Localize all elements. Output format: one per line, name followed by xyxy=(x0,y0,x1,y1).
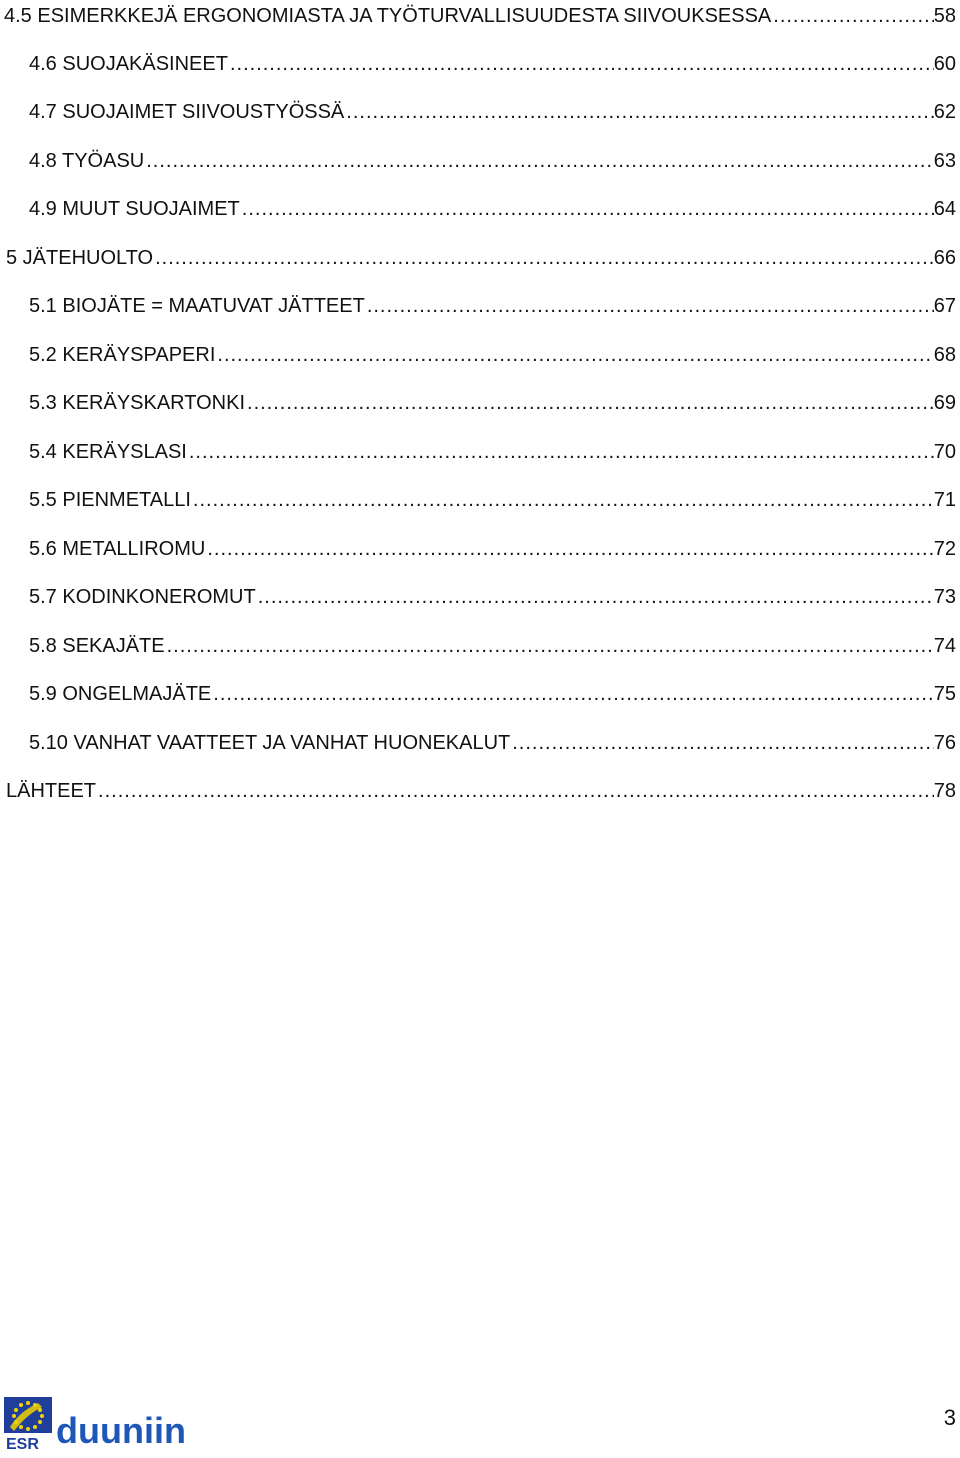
toc-entry-page: 58 xyxy=(933,5,956,27)
toc-entry-page: 62 xyxy=(933,101,956,123)
toc-entry[interactable] xyxy=(4,1,956,31)
toc-leader-dots xyxy=(510,728,934,758)
toc-leader-dots xyxy=(245,388,934,418)
toc-leader-dots xyxy=(144,146,934,176)
toc-entry-title: 4.8 TYÖASU xyxy=(29,150,145,172)
toc-leader-dots xyxy=(211,679,933,709)
toc-entry-title: 5.8 SEKAJÄTE xyxy=(29,635,165,657)
toc-leader-dots xyxy=(153,243,934,273)
esr-logo xyxy=(4,1397,204,1453)
toc-entry-title: 4.7 SUOJAIMET SIIVOUSTYÖSSÄ xyxy=(29,101,345,123)
toc-entry-title: 5.10 VANHAT VAATTEET JA VANHAT HUONEKALUT xyxy=(29,732,511,754)
toc-entry-page: 68 xyxy=(933,344,956,366)
toc-entry[interactable] xyxy=(29,388,956,418)
duuniin-logo-text: duuniin xyxy=(56,1410,186,1451)
toc-entry-page: 66 xyxy=(933,247,956,269)
toc-entry-title: LÄHTEET xyxy=(6,780,97,802)
toc-entry-page: 72 xyxy=(933,538,956,560)
toc-entry-page: 75 xyxy=(933,683,956,705)
toc-entry-page: 64 xyxy=(933,198,956,220)
toc-entry-page: 76 xyxy=(933,732,956,754)
toc-entry[interactable] xyxy=(29,291,956,321)
toc-entry-title: 5.7 KODINKONEROMUT xyxy=(29,586,256,608)
toc-leader-dots xyxy=(240,194,934,224)
toc-entry-page: 78 xyxy=(933,780,956,802)
page-footer xyxy=(0,1395,960,1457)
toc-leader-dots xyxy=(771,1,933,31)
footer-logos xyxy=(4,1397,204,1453)
toc-entry-page: 69 xyxy=(933,392,956,414)
toc-leader-dots xyxy=(344,97,933,127)
toc-entry-title: 5.5 PIENMETALLI xyxy=(29,489,191,511)
toc-entry[interactable] xyxy=(29,582,956,612)
toc-entry-title: 5 JÄTEHUOLTO xyxy=(6,247,154,269)
toc-entry[interactable] xyxy=(29,49,956,79)
toc-entry[interactable] xyxy=(29,728,956,758)
toc-entry-title: 4.5 ESIMERKKEJÄ ERGONOMIASTA JA TYÖTURVALLISUUDESTA SIIVOUKSESSA xyxy=(4,5,772,27)
toc-entry[interactable] xyxy=(29,679,956,709)
toc-entry[interactable] xyxy=(29,146,956,176)
toc-entry-page: 73 xyxy=(933,586,956,608)
toc-entry-title: 4.6 SUOJAKÄSINEET xyxy=(29,53,228,75)
toc-leader-dots xyxy=(256,582,934,612)
toc-entry[interactable] xyxy=(29,485,956,515)
toc-entry[interactable] xyxy=(6,776,956,806)
toc-entry[interactable] xyxy=(29,340,956,370)
toc-entry[interactable] xyxy=(29,194,956,224)
esr-logo-text: ESR xyxy=(6,1436,39,1453)
toc-entry-page: 70 xyxy=(933,441,956,463)
page-number: 3 xyxy=(943,1405,956,1430)
toc-leader-dots xyxy=(187,437,934,467)
toc-leader-dots xyxy=(205,534,933,564)
toc-leader-dots xyxy=(165,631,934,661)
toc-entry-title: 5.4 KERÄYSLASI xyxy=(29,441,187,463)
toc-entry-title: 5.9 ONGELMAJÄTE xyxy=(29,683,212,705)
toc-entry-title: 5.2 KERÄYSPAPERI xyxy=(29,344,216,366)
toc-leader-dots xyxy=(365,291,934,321)
toc-entry-title: 5.6 METALLIROMU xyxy=(29,538,206,560)
toc-entry[interactable] xyxy=(6,243,956,273)
toc-leader-dots xyxy=(215,340,933,370)
toc-leader-dots xyxy=(191,485,934,515)
toc-entry-page: 67 xyxy=(933,295,956,317)
toc-entry-page: 71 xyxy=(933,489,956,511)
toc-leader-dots xyxy=(96,776,934,806)
toc-entry-page: 63 xyxy=(933,150,956,172)
toc-leader-dots xyxy=(228,49,934,79)
toc-entry-title: 5.3 KERÄYSKARTONKI xyxy=(29,392,246,414)
toc-entry-title: 5.1 BIOJÄTE = MAATUVAT JÄTTEET xyxy=(29,295,365,317)
toc-entry[interactable] xyxy=(29,437,956,467)
toc-entry-page: 74 xyxy=(933,635,956,657)
toc-entry[interactable] xyxy=(29,631,956,661)
toc-entry-page: 60 xyxy=(933,53,956,75)
toc-entry-title: 4.9 MUUT SUOJAIMET xyxy=(29,198,240,220)
toc-entry[interactable] xyxy=(29,97,956,127)
toc-entry[interactable] xyxy=(29,534,956,564)
